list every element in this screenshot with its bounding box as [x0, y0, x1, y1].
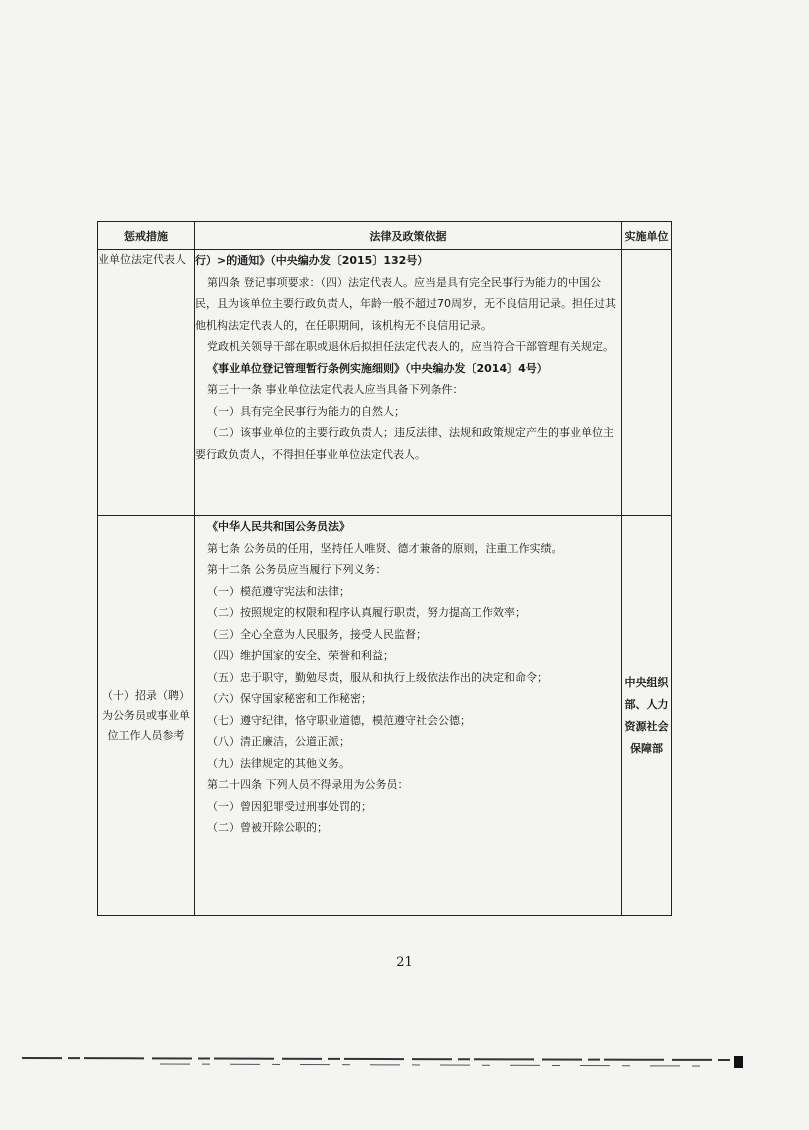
- basis-line: 第十二条 公务员应当履行下列义务：: [207, 563, 387, 576]
- basis-line: 党政机关领导干部在职或退休后拟担任法定代表人的，应当符合干部管理有关规定。: [207, 340, 614, 353]
- basis-line: （九）法律规定的其他义务。: [207, 756, 350, 770]
- basis-line: （五）忠于职守，勤勉尽责，服从和执行上级依法作出的决定和命令；: [207, 670, 548, 684]
- basis-line: 第七条 公务员的任用，坚持任人唯贤、德才兼备的原则，注重工作实绩。: [207, 541, 563, 555]
- basis-line: （一）模范遵守宪法和法律；: [207, 584, 350, 598]
- basis-line: 《事业单位登记管理暂行条例实施细则》（中央编办发〔2014〕4号）: [207, 361, 548, 375]
- policy-table: [97, 221, 672, 916]
- basis-line: （二）该事业单位的主要行政负责人；违反法律、法规和政策规定产生的事业单位主要行政负责人，不得担任事业单位法定代表人。: [195, 426, 614, 461]
- basis-line: （六）保守国家秘密和工作秘密；: [207, 692, 372, 705]
- basis-line: （七）遵守纪律，恪守职业道德，模范遵守社会公德；: [207, 713, 471, 727]
- basis-line: 《中华人民共和国公务员法》: [207, 520, 350, 533]
- basis-cell: [195, 250, 622, 516]
- header-unit: 实施单位: [622, 222, 672, 250]
- page-number: 21: [396, 955, 413, 970]
- table-row: [98, 516, 672, 916]
- basis-line: 第三十一条 事业单位法定代表人应当具备下列条件：: [207, 383, 464, 396]
- measure-cell: （十）招录（聘）为公务员或事业单位工作人员参考: [98, 516, 195, 916]
- measure-cell: 业单位法定代表人: [98, 250, 195, 516]
- table-row: [98, 250, 672, 516]
- header-basis: 法律及政策依据: [195, 222, 622, 250]
- unit-cell: 中央组织部、人力资源社会保障部: [622, 516, 672, 916]
- basis-line: （一）具有完全民事行为能力的自然人；: [207, 404, 405, 418]
- basis-line: （一）曾因犯罪受过刑事处罚的；: [207, 799, 372, 813]
- basis-line: 第二十四条 下列人员不得录用为公务员：: [207, 778, 409, 791]
- header-measure: 惩戒措施: [98, 222, 195, 250]
- unit-cell: [622, 250, 672, 516]
- basis-line: （二）按照规定的权限和程序认真履行职责，努力提高工作效率；: [207, 606, 526, 619]
- basis-line: （四）维护国家的安全、荣誉和利益；: [207, 649, 394, 662]
- basis-line: （三）全心全意为人民服务，接受人民监督；: [207, 627, 427, 641]
- basis-cell: [195, 516, 622, 916]
- basis-line: 行）>的通知》（中央编办发〔2015〕132号）: [195, 254, 429, 267]
- basis-line: 第四条 登记事项要求：（四）法定代表人。应当是具有完全民事行为能力的中国公民，且为该单位主要行政负责人，年龄一般不超过70周岁，无不良信用记录。担任过其他机构法定代表人的，在任职期间，该机构无不良信用记录。: [195, 275, 616, 332]
- table-header-row: [98, 222, 672, 250]
- basis-line: （二）曾被开除公职的；: [207, 821, 328, 834]
- basis-line: （八）清正廉洁，公道正派；: [207, 735, 350, 748]
